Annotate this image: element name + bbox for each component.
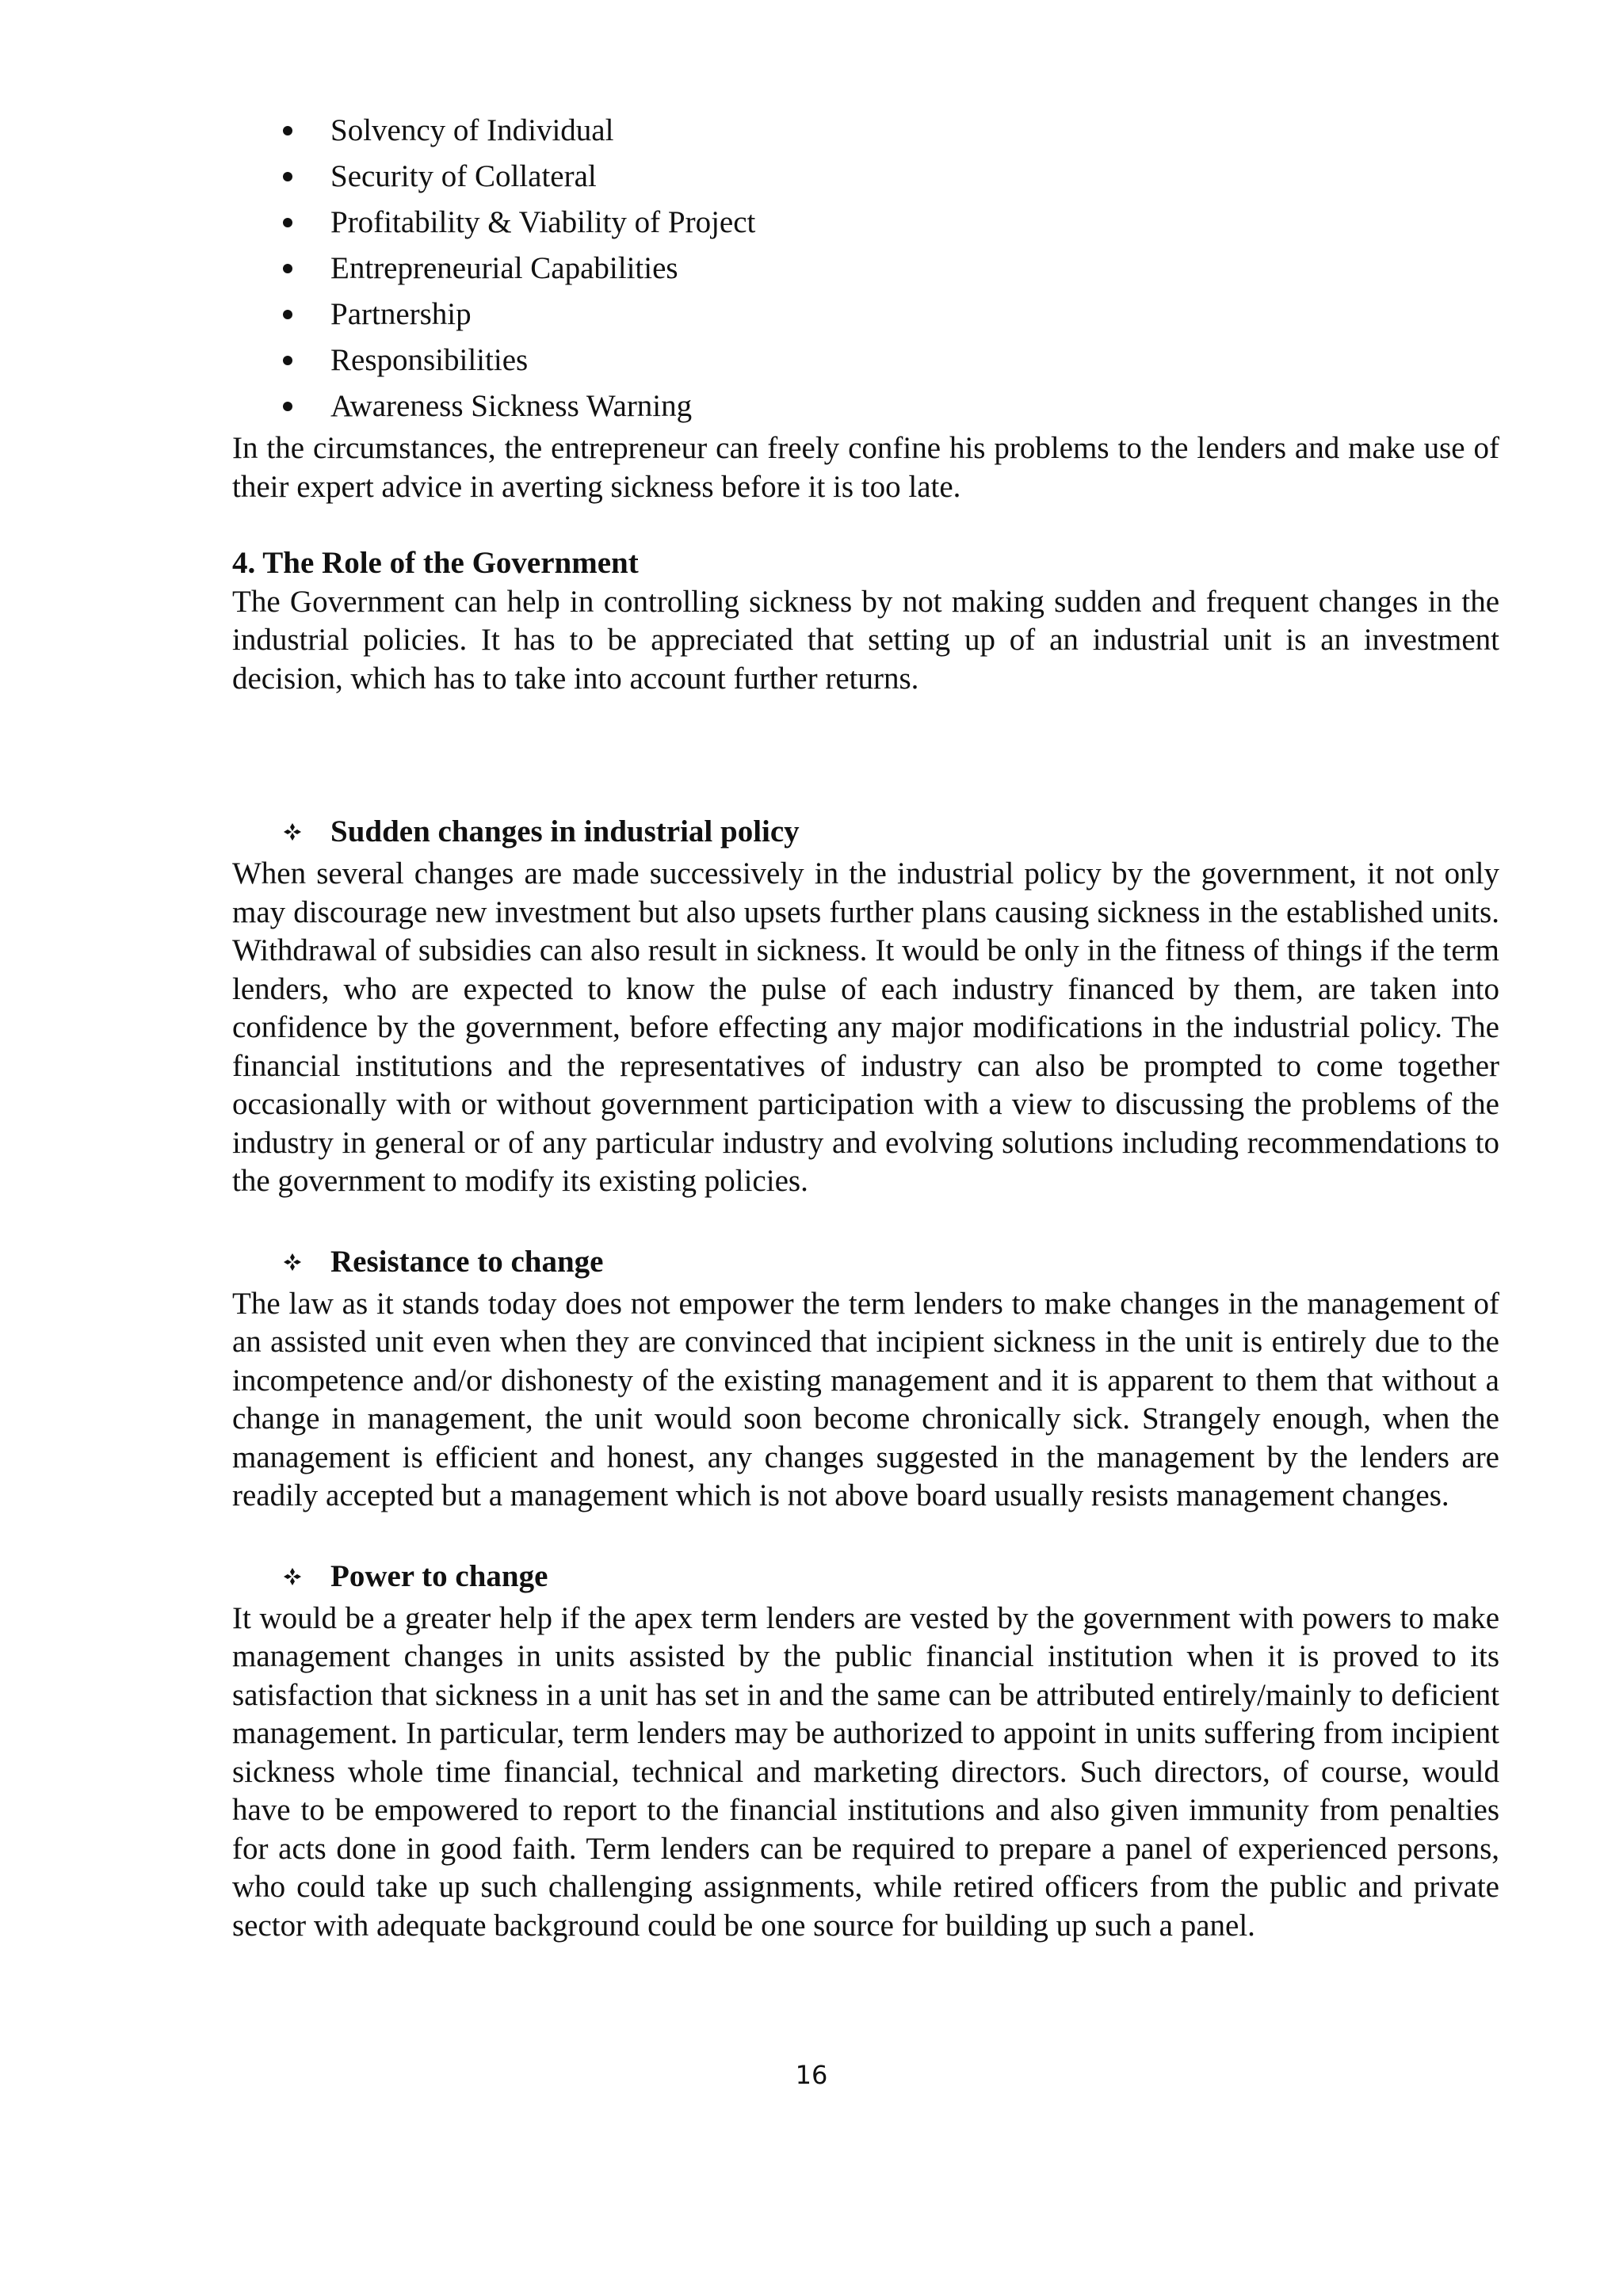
list-item-text: Awareness Sickness Warning <box>330 389 693 423</box>
subsection-paragraph: The law as it stands today does not empower the term lenders to make changes in the management of an assisted unit even when they are convinced that incipient sickness in the unit is entirely due to the incompetence and/or dishonesty of the existing management and it is apparent to them that without a change in management, the unit would soon become chronically sick. Strangely enough, when the management is efficient and honest, any changes suggested in the management by the lenders are readily accepted but a management which is not above board usually resists management changes. <box>232 1286 1499 1512</box>
section-heading: 4. The Role of the Government <box>232 546 639 580</box>
intro-paragraph: In the circumstances, the entrepreneur can freely confine his problems to the lenders and make use of their expert advice in averting sickness before it is too late. <box>232 431 1499 504</box>
subsection-heading <box>232 1239 1499 1285</box>
criteria-bullet-list <box>232 108 1499 429</box>
list-item <box>232 246 1499 292</box>
list-item-text: Profitability & Viability of Project <box>330 205 756 239</box>
bullet-icon <box>283 218 292 227</box>
bullet-icon <box>283 126 292 135</box>
bullet-icon <box>283 356 292 365</box>
subsection-heading-text: Power to change <box>330 1558 548 1593</box>
list-item <box>232 292 1499 338</box>
list-item-text: Entrepreneurial Capabilities <box>330 251 678 285</box>
subsection-heading-text: Sudden changes in industrial policy <box>330 814 800 849</box>
list-item-text: Partnership <box>330 297 472 331</box>
bullet-icon <box>283 172 292 181</box>
list-item-text: Responsibilities <box>330 343 529 377</box>
list-item <box>232 338 1499 383</box>
list-item <box>232 383 1499 429</box>
page-content <box>232 108 1499 1945</box>
subsection-heading <box>232 1554 1499 1600</box>
diamond-bullet-icon <box>283 1567 302 1586</box>
bullet-icon <box>283 402 292 411</box>
subsection-heading-text: Resistance to change <box>330 1244 604 1279</box>
page-number: 16 <box>795 2060 828 2090</box>
subsection-paragraph: When several changes are made successively in the industrial policy by the government, it not only may discourage new investment but also upsets further plans causing sickness in the established units. Withdrawal of subsidies can also result in sickness. It would be only in the fitness of things if the term lenders, who are expected to know the pulse of each industry financed by them, are taken into confidence by the government, before effecting any major modifications in the industrial policy. The financial institutions and the representatives of industry can also be prompted to come together occasionally with or without government participation with a view to discussing the problems of the industry in general or of any particular industry and evolving solutions including recommendations to the government to modify its existing policies. <box>232 856 1499 1198</box>
subsection-paragraph: It would be a greater help if the apex term lenders are vested by the government with powers to make management changes in units assisted by the public financial institution when it is proved to its satisfaction that sickness in a unit has set in and the same can be attributed entirely/mainly to deficient management. In particular, term lenders may be authorized to appoint in units suffering from incipient sickness whole time financial, technical and marketing directors. Such directors, of course, would have to be empowered to report to the financial institutions and also given immunity from penalties for acts done in good faith. Term lenders can be required to prepare a panel of experienced persons, who could take up such challenging assignments, while retired officers from the public and private sector with adequate background could be one source for building up such a panel. <box>232 1600 1499 1943</box>
list-item <box>232 200 1499 246</box>
list-item-text: Security of Collateral <box>330 159 597 193</box>
list-item <box>232 108 1499 154</box>
bullet-icon <box>283 264 292 273</box>
diamond-bullet-icon <box>283 822 302 841</box>
section-paragraph: The Government can help in controlling sickness by not making sudden and frequent changes in the industrial policies. It has to be appreciated that setting up of an industrial unit is an investment decision, which has to take into account further returns. <box>232 584 1499 696</box>
diamond-bullet-icon <box>283 1253 302 1272</box>
list-item <box>232 154 1499 200</box>
bullet-icon <box>283 310 292 319</box>
list-item-text: Solvency of Individual <box>330 113 614 147</box>
subsection-heading <box>232 809 1499 855</box>
